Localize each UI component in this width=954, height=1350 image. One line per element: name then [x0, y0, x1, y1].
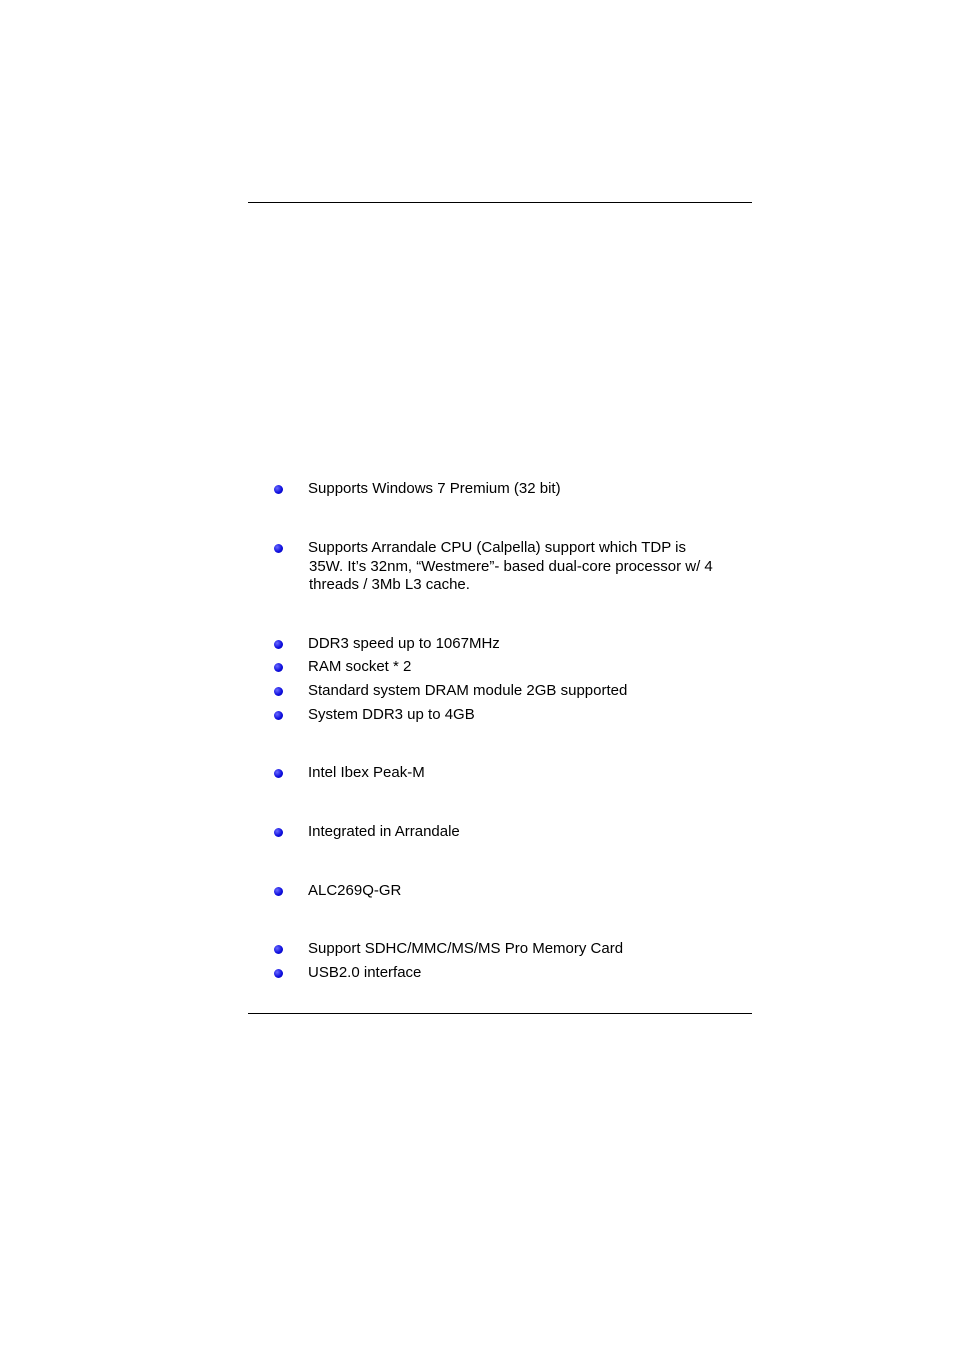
bullet-icon: [274, 945, 283, 954]
bullet-icon: [274, 711, 283, 720]
memory-bullet: [274, 682, 754, 701]
memory-text: DDR3 speed up to 1067MHz: [308, 635, 500, 652]
audio-bullet: [274, 882, 754, 901]
bullet-icon: [274, 687, 283, 696]
cpu-text-line-2: 35W. It’s 32nm, “Westmere”- based dual-core processor w/ 4: [309, 557, 713, 575]
bullet-icon: [274, 485, 283, 494]
bullet-icon: [274, 640, 283, 649]
bullet-icon: [274, 969, 283, 978]
memory-text: Standard system DRAM module 2GB supported: [308, 682, 628, 699]
cpu-text-line-3: threads / 3Mb L3 cache.: [309, 576, 470, 593]
bullet-icon: [274, 828, 283, 837]
chipset-text: Intel Ibex Peak-M: [308, 764, 425, 781]
cpu-text-line-1: Supports Arrandale CPU (Calpella) support which TDP is: [308, 539, 686, 556]
os-text: Supports Windows 7 Premium (32 bit): [308, 480, 561, 497]
card-reader-text: Support SDHC/MMC/MS/MS Pro Memory Card: [308, 940, 624, 957]
os-bullet: [274, 480, 754, 499]
memory-bullet: [274, 706, 754, 725]
graphics-bullet: [274, 823, 754, 842]
chipset-bullet: [274, 764, 754, 783]
bullet-icon: [274, 887, 283, 896]
cpu-text: [308, 539, 754, 595]
memory-bullet: [274, 658, 754, 677]
footer-rule: [248, 1013, 752, 1014]
bullet-icon: [274, 769, 283, 778]
card-reader-bullet: [274, 964, 754, 983]
card-reader-bullet: [274, 940, 754, 959]
graphics-text: Integrated in Arrandale: [308, 823, 460, 840]
header-rule: [248, 202, 752, 203]
bullet-icon: [274, 663, 283, 672]
bullet-icon: [274, 544, 283, 553]
card-reader-text: USB2.0 interface: [308, 964, 422, 981]
memory-text: RAM socket * 2: [308, 658, 412, 675]
memory-bullet: [274, 635, 754, 654]
cpu-bullet: [274, 539, 754, 595]
audio-text: ALC269Q-GR: [308, 882, 402, 899]
memory-text: System DDR3 up to 4GB: [308, 706, 475, 723]
